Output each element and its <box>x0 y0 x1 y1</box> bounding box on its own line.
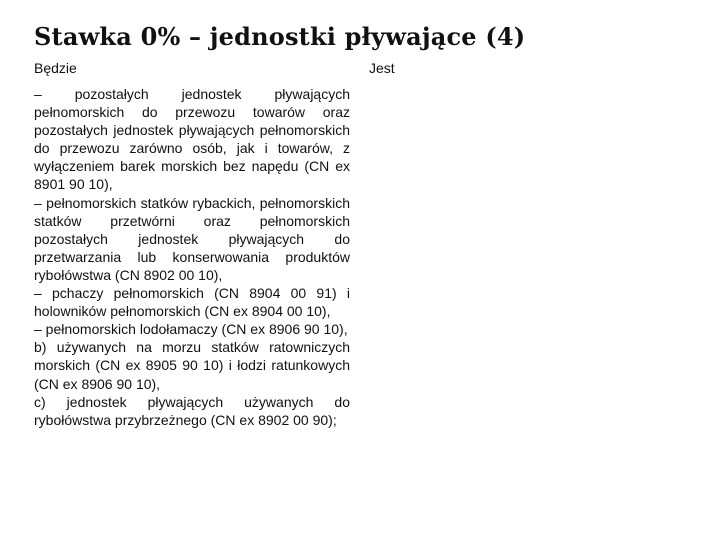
list-item: – pełnomorskich lodołamaczy (CN ex 8906 90 10), <box>34 321 348 338</box>
list-item: c) jednostek pływających używanych do rybołówstwa przybrzeżnego (CN ex 8902 00 90); <box>34 393 350 428</box>
list-item: – pozostałych jednostek pływających pełnomorskich do przewozu towarów oraz pozostałych jednostek pływających pełnomorskich do przewozu zarówno osób, jak i towarów, z wyłączeniem barek morskich bez napędu (CN ex 8901 90 10), <box>34 86 350 193</box>
column-header-bedzie: Będzie <box>34 60 77 76</box>
list-item: b) używanych na morzu statków ratowniczych morskich (CN ex 8905 90 10) i łodzi ratunkowych (CN ex 8906 90 10), <box>34 339 350 392</box>
left-column-body <box>34 85 350 429</box>
column-header-jest: Jest <box>369 60 395 76</box>
list-item: – pchaczy pełnomorskich (CN 8904 00 91) i holowników pełnomorskich (CN ex 8904 00 10), <box>34 285 350 320</box>
list-item: – pełnomorskich statków rybackich, pełnomorskich statków przetwórni oraz pełnomorskich pozostałych jednostek pływających do przetwarzania lub konserwowania produktów rybołówstwa (CN 8902 00 10), <box>34 194 350 283</box>
slide-title: Stawka 0% – jednostki pływające (4) <box>34 22 526 51</box>
